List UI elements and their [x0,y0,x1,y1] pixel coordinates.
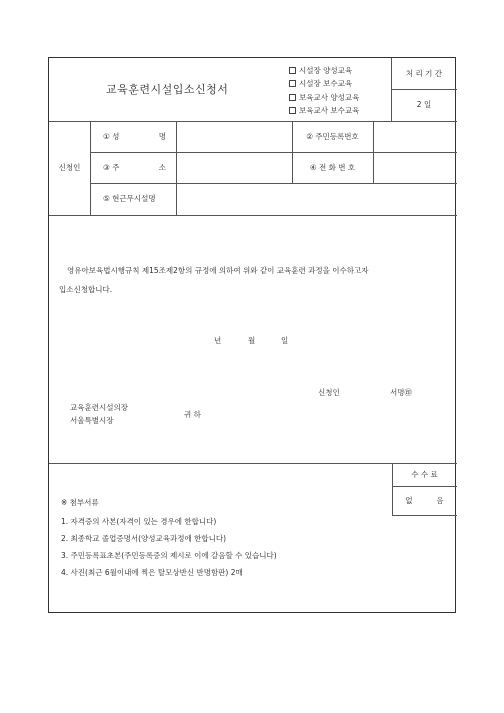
option-checkbox-4[interactable]: 보육교사 보수교육 [289,107,359,115]
address-label: ③ 주 소 [103,163,166,172]
attachments-title: ※ 첨부서류 [61,498,99,507]
attachment-item: 1. 자격증의 사본(자격이 있는 경우에 한합니다) [61,517,217,526]
date-year: 년 [214,336,222,345]
applicant-label: 신청인 [58,163,81,172]
rrn-label: ② 주민등록번호 [306,132,359,141]
attachment-item: 2. 최종학교 졸업증명서(양성교육과정에 한합니다) [61,534,227,543]
phone-label: ④ 전 화 번 호 [309,163,356,172]
recipient-line-2: 서울특별시장 [70,416,114,425]
fee-label: 수 수 료 [411,470,438,479]
recipient-line-1: 교육훈련시설의장 [70,403,128,412]
workplace-field[interactable] [177,184,456,214]
option-checkbox-1[interactable]: 시설장 양성교육 [289,67,352,75]
processing-period-label: 처 리 기 간 [405,69,443,78]
statement-line-1: 영유아보육법시행규칙 제15조제2항의 규정에 의하여 위와 같이 교육훈련 과정을 이수하고자 [67,266,369,275]
checkbox-icon[interactable] [289,107,296,114]
statement-line-2: 입소신청합니다. [59,285,113,294]
checkbox-icon[interactable] [289,67,296,74]
workplace-label: ⑤ 현근무시설명 [103,194,156,203]
option-checkbox-3[interactable]: 보육교사 양성교육 [289,94,359,102]
attachment-item: 3. 주민등록표초본(주민등록증의 제시로 이에 갈음할 수 있습니다) [61,551,277,560]
name-label: ① 성 명 [103,132,166,141]
form-title: 교육훈련시설입소신청서 [106,83,229,96]
checkbox-icon[interactable] [289,80,296,87]
name-field[interactable] [177,122,291,152]
option-checkbox-2[interactable]: 시설장 보수교육 [289,80,352,88]
application-form [48,57,456,613]
processing-period-value: 2 일 [416,100,432,109]
checkbox-icon[interactable] [289,94,296,101]
date-month: 월 [248,336,256,345]
phone-field[interactable] [374,153,456,183]
attachment-item: 4. 사진(최근 6월이내에 찍은 탈모상반신 반명함판) 2매 [61,568,243,577]
date-day: 일 [281,336,289,345]
rrn-field[interactable] [374,122,456,152]
signature-label: 서명㊞ [390,388,412,397]
address-field[interactable] [177,153,291,183]
signer-label: 신청인 [318,388,340,397]
honorific: 귀 하 [184,410,201,419]
fee-value: 없 음 [405,496,444,505]
